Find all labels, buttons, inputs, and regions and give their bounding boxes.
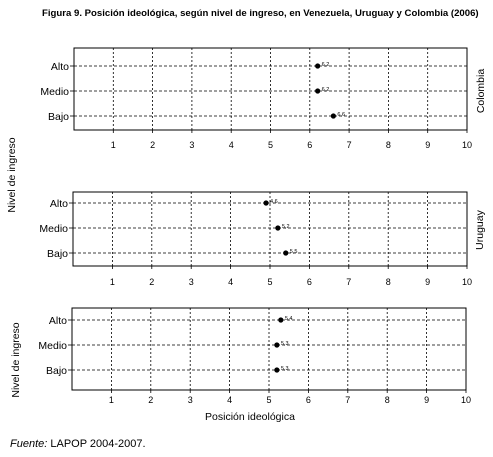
source-text: LAPOP 2004-2007. xyxy=(50,438,146,450)
category-label-alto: Alto xyxy=(50,61,69,73)
x-axis-label: Posición ideológica xyxy=(205,411,295,423)
x-tick-label: 9 xyxy=(424,395,430,405)
source-label: Fuente: xyxy=(10,438,48,450)
data-point xyxy=(274,342,279,347)
x-tick-label: 1 xyxy=(108,395,114,405)
data-label: 5,3 xyxy=(280,366,289,372)
x-tick-label: 6 xyxy=(306,277,312,287)
figure-title: Figura 9. Posición ideológica, según nivel de ingreso, en Venezuela, Uruguay y Colombia (2006) xyxy=(42,8,479,19)
x-tick-label: 1 xyxy=(109,277,115,287)
x-tick-label: 5 xyxy=(267,277,273,287)
y-axis-label-top: Nivel de ingreso xyxy=(6,137,18,213)
category-label-alto: Alto xyxy=(48,315,67,327)
x-tick-label: 9 xyxy=(425,140,431,150)
x-tick-label: 5 xyxy=(267,140,274,150)
panel-label-colombia: Colombia xyxy=(475,68,487,114)
x-tick-label: 4 xyxy=(228,277,234,287)
data-label: 5,2 xyxy=(281,224,290,230)
panel-2 xyxy=(39,192,486,287)
data-point xyxy=(263,200,268,205)
x-tick-label: 6 xyxy=(305,395,311,405)
x-tick-label: 10 xyxy=(460,395,472,405)
x-tick-label: 3 xyxy=(187,395,193,405)
source-note xyxy=(10,438,146,450)
data-label: 6,2 xyxy=(321,62,330,68)
data-point xyxy=(315,63,320,68)
x-tick-label: 10 xyxy=(461,277,473,287)
x-tick-label: 7 xyxy=(346,277,352,287)
category-label-medio: Medio xyxy=(39,223,68,235)
x-tick-label: 1 xyxy=(110,140,116,150)
x-tick-label: 2 xyxy=(150,140,156,150)
x-tick-label: 4 xyxy=(228,140,234,150)
x-tick-label: 3 xyxy=(188,277,194,287)
data-label: 5,5 xyxy=(289,249,298,255)
data-label: 6,6 xyxy=(337,112,346,118)
y-axis-label-bottom: Nivel de ingreso xyxy=(10,322,22,398)
x-tick-label: 9 xyxy=(425,277,431,287)
x-tick-label: 10 xyxy=(461,140,473,150)
panel-label-uruguay: Uruguay xyxy=(474,210,486,250)
x-tick-label: 4 xyxy=(227,395,233,405)
category-label-bajo: Bajo xyxy=(47,111,69,123)
data-label: 5,3 xyxy=(280,341,289,347)
data-point xyxy=(275,225,280,230)
data-point xyxy=(331,113,336,118)
x-tick-label: 2 xyxy=(149,277,155,287)
x-tick-label: 2 xyxy=(148,395,154,405)
panel-3 xyxy=(38,308,471,405)
category-label-bajo: Bajo xyxy=(46,248,68,260)
panel-1 xyxy=(40,48,487,150)
x-tick-label: 6 xyxy=(307,140,313,150)
category-label-medio: Medio xyxy=(38,340,67,352)
panels xyxy=(38,48,487,405)
x-tick-label: 7 xyxy=(346,140,352,150)
x-tick-label: 8 xyxy=(384,395,390,405)
data-label: 4,6 xyxy=(270,199,278,205)
x-tick-label: 7 xyxy=(345,395,351,405)
category-label-bajo: Bajo xyxy=(45,365,67,377)
x-tick-label: 8 xyxy=(385,277,391,287)
category-label-medio: Medio xyxy=(40,86,69,98)
data-point xyxy=(283,250,288,255)
x-tick-label: 5 xyxy=(266,395,272,405)
data-point xyxy=(278,317,283,322)
data-point xyxy=(315,88,320,93)
x-tick-label: 3 xyxy=(189,140,195,150)
data-label: 6,2 xyxy=(321,87,330,93)
category-label-alto: Alto xyxy=(49,198,68,210)
data-point xyxy=(274,367,279,372)
data-label: 5,4 xyxy=(284,316,293,322)
x-tick-label: 8 xyxy=(385,140,391,150)
